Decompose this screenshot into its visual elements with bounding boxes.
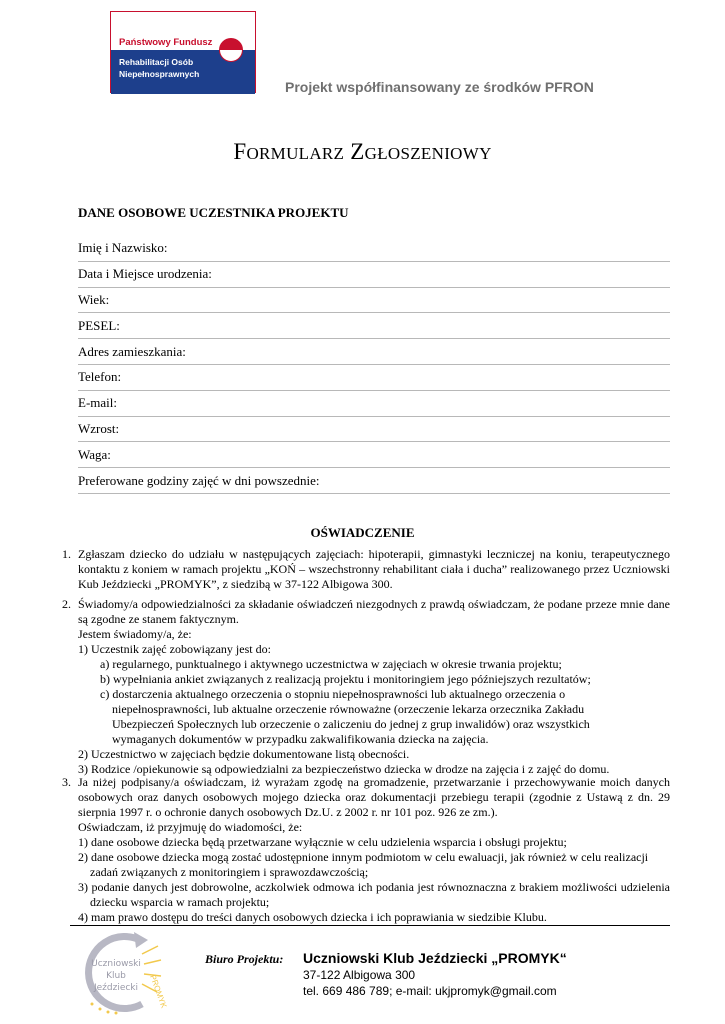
logo-line-1: Państwowy Fundusz xyxy=(119,37,213,48)
statement-heading: OŚWIADCZENIE xyxy=(310,525,415,540)
club-logo-line-3: Jeździecki xyxy=(93,983,139,993)
statement-item-2 xyxy=(62,597,670,777)
statement-item-3 xyxy=(62,775,670,925)
office-org: Uczniowski Klub Jeździecki „PROMYK“ xyxy=(303,950,567,966)
field-hours[interactable]: Preferowane godziny zajęć w dni powszednie: xyxy=(78,468,670,494)
office-contact: tel. 669 486 789; e-mail: ukjpromyk@gmail.com xyxy=(303,984,557,998)
statement-text: 2) Uczestnictwo w zajęciach będzie dokumentowane listą obecności. xyxy=(78,747,410,761)
personal-data-fields xyxy=(78,236,670,494)
statement-text: 2) dane osobowe dziecka mogą zostać udostępnione innym podmiotom w celu ewaluacji, jak również w celu realizacji zadań związanych z monitoringiem i sprawozdawczością; xyxy=(78,850,649,879)
cofinancing-note: Projekt współfinansowany ze środków PFRON xyxy=(285,79,594,95)
statement-text: a) regularnego, punktualnego i aktywnego uczestnictwa w zajęciach w okresie trwania projektu; xyxy=(100,657,562,671)
field-weight[interactable]: Waga: xyxy=(78,442,670,468)
club-logo xyxy=(80,930,169,1016)
statement-item-1 xyxy=(62,547,670,592)
page-title xyxy=(0,139,725,165)
statement-text: 4) mam prawo dostępu do treści danych osobowych dziecka i ich poprawiania w siedzibie Klubu. xyxy=(78,910,547,924)
statement-text: b) wypełniania ankiet związanych z realizacją projektu i monitoringiem jego późniejszych rezultatów; xyxy=(100,672,591,686)
field-email[interactable]: E-mail: xyxy=(78,391,670,417)
statement-text: Świadomy/a odpowiedzialności za składanie oświadczeń niezgodnych z prawdą oświadczam, że podane przeze mnie dane są zgodne ze stanem faktycznym. xyxy=(78,597,670,626)
field-address[interactable]: Adres zamieszkania: xyxy=(78,339,670,365)
logo-line-3: Niepełnosprawnych xyxy=(119,69,200,79)
club-logo-line-1: Uczniowski xyxy=(91,959,141,969)
pfron-logo xyxy=(110,11,256,93)
club-logo-line-2: Klub xyxy=(106,971,126,981)
field-birth[interactable]: Data i Miejsce urodzenia: xyxy=(78,262,670,288)
item-number: 3. xyxy=(62,775,71,789)
statement-text: Zgłaszam dziecko do udziału w następujących zajęciach: hipoterapii, gimnastyki leczniczej na koniu, terapeutycznego kontaktu z koniem w ramach projektu „KOŃ – wszechstronny rehabilitant ciała i ducha” realizowanego przez Uczniowski Kub Jeździecki „PROMYK”, z siedzibą w 37-122 Albigowa 300. xyxy=(78,547,670,591)
statement-text: 1) dane osobowe dziecka będą przetwarzane wyłącznie w celu udzielenia wsparcia i obsługi projektu; xyxy=(78,835,567,849)
statement-text: 3) podanie danych jest dobrowolne, aczkolwiek odmowa ich podania jest równoznaczna z brakiem możliwości udzielenia dziecku wsparcia w ramach projektu; xyxy=(78,880,670,909)
logo-line-2: Rehabilitacji Osób xyxy=(119,57,194,67)
statement-text: 1) Uczestnik zajęć zobowiązany jest do: xyxy=(78,642,271,656)
club-logo-arc: PROMYK xyxy=(148,973,169,1010)
statement-text: Oświadczam, iż przyjmuję do wiadomości, że: xyxy=(78,820,303,834)
title-rest-1: ORMULARZ xyxy=(246,144,345,163)
statement-text: c) dostarczenia aktualnego orzeczenia o stopniu niepełnosprawności lub aktualnego orzeczenia o niepełnosprawności, lub aktualne orzeczenie równoważne (orzeczenie lekarza orzecznika Zakładu Ubezpieczeń Społecznych lub orzeczenie o zaliczeniu do jednej z grup inwalidów) oraz wszystkich wymaganych dokumentów w przypadku zakwalifikowania dziecka na zajęcia. xyxy=(100,687,590,746)
statement-text: Ja niżej podpisany/a oświadczam, iż wyrażam zgodę na gromadzenie, przetwarzanie i przechowywanie moich danych osobowych oraz danych osobowych mojego dziecka oraz dokumentacji przebiegu terapii (zgodnie z Ustawą z dn. 29 sierpnia 1997 r. o ochronie danych osobowych Dz.U. z 2002 r. nr 101 poz. 926 ze zm.). xyxy=(78,775,670,819)
field-height[interactable]: Wzrost: xyxy=(78,417,670,443)
title-rest-2: GŁOSZENIOWY xyxy=(364,144,492,163)
field-name[interactable]: Imię i Nazwisko: xyxy=(78,236,670,262)
statement-text: 3) Rodzice /opiekunowie są odpowiedzialni za bezpieczeństwo dziecka w drodze na zajęcia i z zajęć do domu. xyxy=(78,762,610,776)
title-cap-1: F xyxy=(233,139,247,164)
title-cap-2: Z xyxy=(350,139,365,164)
field-phone[interactable]: Telefon: xyxy=(78,365,670,391)
statement-text: Jestem świadomy/a, że: xyxy=(78,627,192,641)
office-label: Biuro Projektu: xyxy=(205,952,284,966)
item-number: 1. xyxy=(62,547,71,561)
pfron-emblem-icon xyxy=(219,38,243,62)
item-number: 2. xyxy=(62,597,71,611)
field-pesel[interactable]: PESEL: xyxy=(78,313,670,339)
personal-data-heading: DANE OSOBOWE UCZESTNIKA PROJEKTU xyxy=(78,205,349,220)
footer-divider xyxy=(70,925,670,926)
field-age[interactable]: Wiek: xyxy=(78,288,670,314)
office-address: 37-122 Albigowa 300 xyxy=(303,968,416,982)
